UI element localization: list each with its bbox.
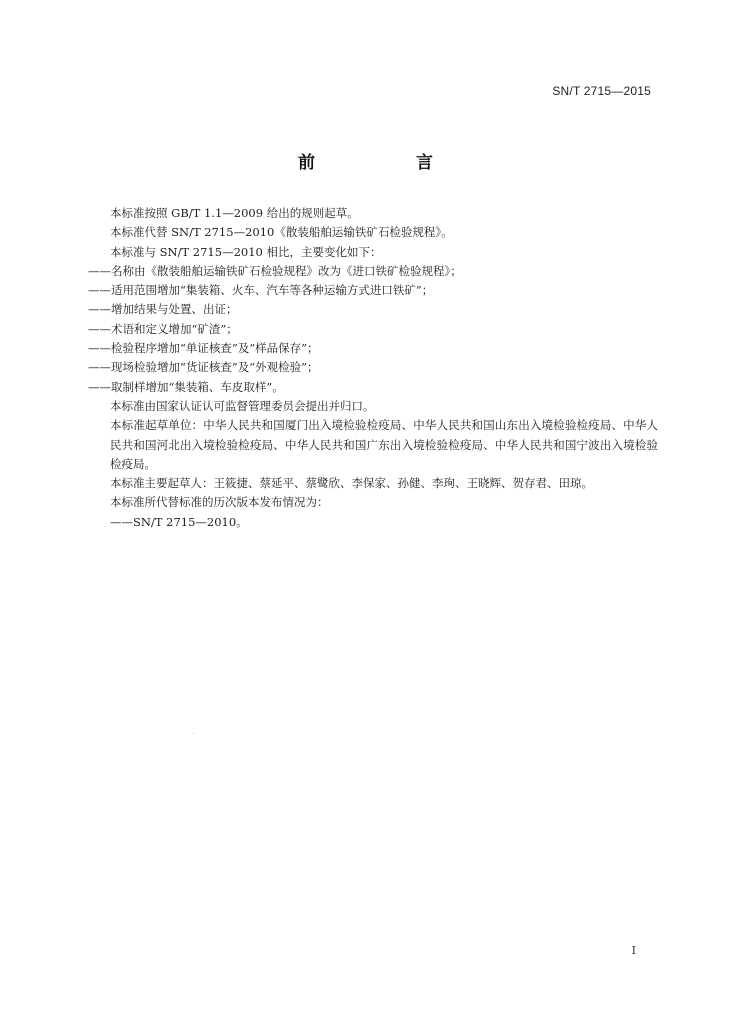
page-title: 前 言: [298, 153, 475, 173]
paragraph-drafting-rules: 本标准按照 GB/T 1.1—2009 给出的规则起草。: [110, 206, 359, 220]
paragraph-replaces: 本标准代替 SN/T 2715—2010《散装船舶运输铁矿石检验规程》。: [110, 225, 453, 240]
change-item: ——现场检验增加“货证核查”及“外观检验”；: [88, 360, 319, 375]
paragraph-previous-editions: 本标准所代替标准的历次版本发布情况为：: [110, 495, 329, 510]
change-item: ——适用范围增加“集装箱、火车、汽车等各种运输方式进口铁矿”；: [88, 283, 434, 298]
paragraph-drafting-units: 本标准起草单位：中华人民共和国厦门出入境检验检疫局、中华人民共和国山东出入境检验检疫局、中华人民共和国河北出入境检验检疫局、中华人民共和国广东出入境检验检疫局、中华人民共和国宁波出入境检验检疫局。: [110, 418, 658, 471]
paragraph-proposer: 本标准由国家认证认可监督管理委员会提出并归口。: [110, 398, 375, 413]
change-item: ——增加结果与处置、出证；: [88, 302, 238, 317]
change-item: ——名称由《散装船舶运输铁矿石检验规程》改为《进口铁矿检验规程》；: [88, 263, 462, 278]
previous-edition-item: ——SN/T 2715—2010。: [110, 514, 248, 529]
change-item: ——取制样增加“集装箱、车皮取样”。: [88, 379, 284, 394]
standard-code: SN/T 2715—2015: [552, 84, 651, 98]
change-item: ——检验程序增加“单证核查”及“样品保存”；: [88, 341, 319, 356]
change-item: ——术语和定义增加“矿渣”；: [88, 321, 238, 336]
foreword-body: [88, 204, 658, 532]
paragraph-changes-intro: 本标准与 SN/T 2715—2010 相比，主要变化如下：: [110, 244, 382, 259]
paragraph-drafters: 本标准主要起草人：王筱捷、蔡延平、蔡鹭欣、李保家、孙健、李珣、王晓辉、贺存君、田琼。: [110, 476, 593, 491]
scan-speck: [193, 733, 194, 734]
page-number: I: [631, 944, 636, 957]
